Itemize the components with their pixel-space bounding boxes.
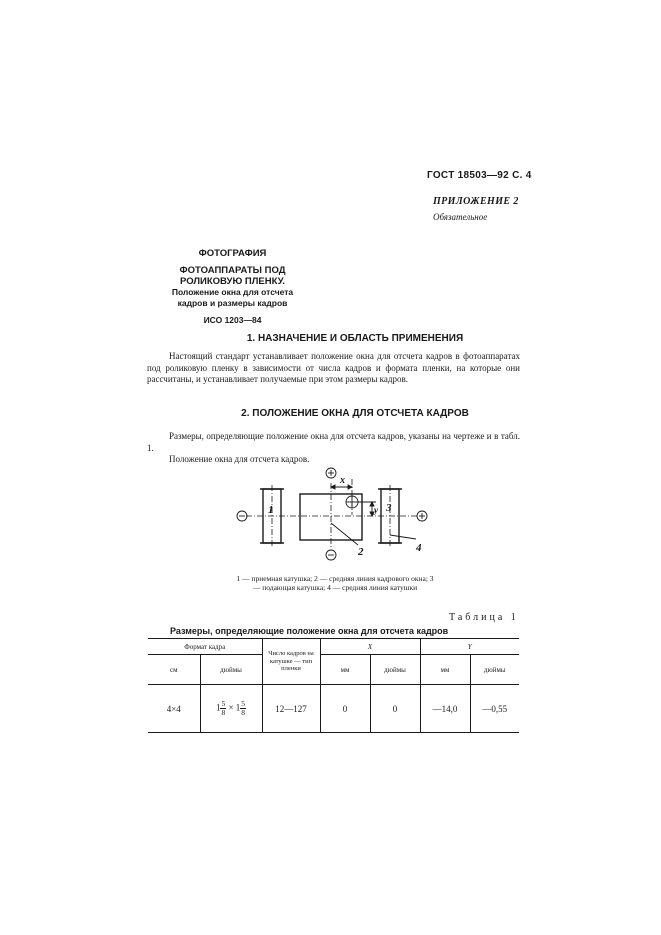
subheader-x-inch: дюймы	[370, 655, 420, 685]
label-4: 4	[416, 542, 422, 554]
subheader-y-mm: мм	[420, 655, 470, 685]
header-y: Y	[420, 639, 519, 655]
header-frame-format: Формат кадра	[148, 639, 262, 655]
section-2-text: Размеры, определяющие положение окна для отсчета кадров, указаны на чертеже и в табл. 1.	[147, 431, 520, 453]
window-position-drawing	[230, 465, 440, 570]
subheader-y-inch: дюймы	[470, 655, 519, 685]
cell-x-inch: 0	[370, 685, 420, 733]
subheader-inch: дюймы	[200, 655, 262, 685]
label-3: 3	[386, 502, 392, 514]
label-y: y	[374, 505, 378, 515]
subheader-cm: см	[148, 655, 200, 685]
figure-intro: Положение окна для отсчета кадров.	[169, 454, 310, 464]
appendix-status: Обязательное	[433, 212, 488, 222]
standard-title	[165, 248, 300, 326]
inch-fraction-2: $\frac{5}{8}$	[241, 699, 246, 717]
cell-x-mm: 0	[320, 685, 370, 733]
appendix-label: ПРИЛОЖЕНИЕ 2	[433, 196, 519, 207]
section-1-heading: 1. НАЗНАЧЕНИЕ И ОБЛАСТЬ ПРИМЕНЕНИЯ	[246, 333, 464, 344]
cell-y-mm: —14,0	[420, 685, 470, 733]
label-2: 2	[358, 546, 364, 558]
inch-whole-2: 1	[235, 702, 241, 713]
table-title: Размеры, определяющие положение окна для отсчета кадров	[170, 626, 449, 636]
title-line-4: ИСО 1203—84	[203, 315, 262, 325]
title-line-3: Положение окна для отсчета кадров и размеры кадров	[171, 287, 294, 308]
cell-inch	[200, 685, 262, 733]
document-code: ГОСТ 18503—92 С. 4	[427, 170, 532, 181]
cell-frames: 12—127	[262, 685, 320, 733]
inch-whole-1: 1	[215, 702, 221, 713]
header-x: X	[320, 639, 420, 655]
table-row	[148, 685, 519, 733]
section-1-text: Настоящий стандарт устанавливает положение окна для отсчета кадров в фотоаппаратах под роликовую пленку в зависимости от числа кадров и формата пленки, на которые они рассчитаны, и устанавливает получаемые при этом размеры кадров.	[147, 351, 520, 384]
inch-fraction-1: $\frac{5}{8}$	[221, 699, 226, 717]
title-line-2: ФОТОАППАРАТЫ ПОД РОЛИКОВУЮ ПЛЕНКУ.	[179, 265, 286, 287]
label-1: 1	[268, 504, 274, 516]
cell-cm: 4×4	[148, 685, 200, 733]
times-sign: ×	[228, 702, 234, 713]
label-x: x	[340, 475, 345, 486]
cell-y-inch: —0,55	[470, 685, 519, 733]
section-2-heading: 2. ПОЛОЖЕНИЕ ОКНА ДЛЯ ОТСЧЕТА КАДРОВ	[241, 408, 469, 419]
subheader-x-mm: мм	[320, 655, 370, 685]
dimensions-table	[148, 638, 519, 733]
title-line-1: ФОТОГРАФИЯ	[198, 248, 267, 259]
figure-caption: 1 — приемная катушка; 2 — средняя линия кадрового окна; 3 — подающая катушка; 4 — средняя линия катушки	[236, 574, 434, 592]
table-label: Таблица 1	[449, 612, 519, 623]
header-frames: Число кадров на катушке — тип пленки	[262, 639, 320, 685]
